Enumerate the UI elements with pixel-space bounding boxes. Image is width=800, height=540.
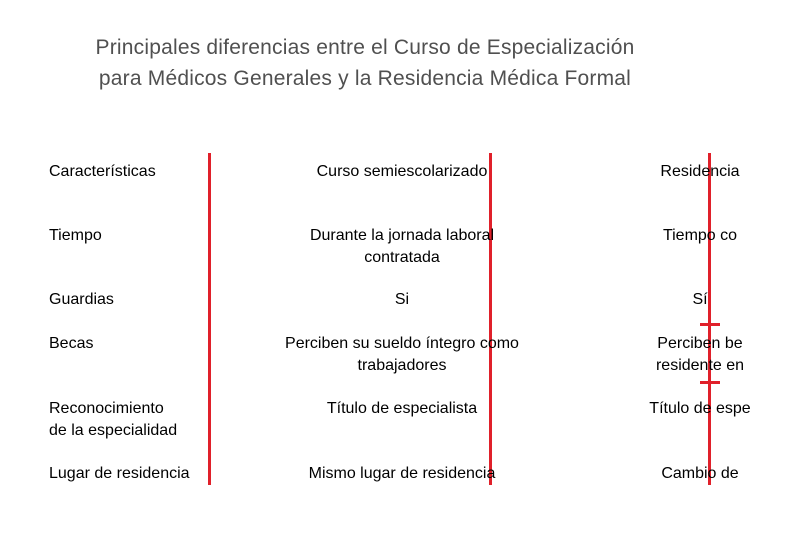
row-reconocimiento-residencia bbox=[600, 398, 800, 420]
table-divider-3 bbox=[708, 153, 711, 485]
header-curso: Curso semiescolarizado bbox=[316, 163, 488, 180]
cell-line: Tiempo bbox=[49, 227, 102, 244]
cell-line: de la especialidad bbox=[49, 422, 178, 439]
cell-line: Título de espe bbox=[649, 400, 751, 417]
slide-title-line-2: para Médicos Generales y la Residencia Médica Formal bbox=[98, 67, 632, 90]
cell-line: contratada bbox=[364, 249, 440, 266]
table-divider-2 bbox=[489, 153, 492, 485]
cell-line: Perciben su sueldo íntegro como bbox=[285, 335, 519, 352]
row-lugar-curso bbox=[262, 463, 542, 485]
row-reconocimiento-feature bbox=[49, 398, 209, 442]
header-residencia: Residencia bbox=[660, 163, 740, 180]
cell-line: Lugar de residencia bbox=[49, 465, 190, 482]
row-guardias-residencia bbox=[600, 289, 800, 311]
cell-line: Mismo lugar de residencia bbox=[308, 465, 496, 482]
row-divider-becas bbox=[700, 323, 720, 326]
row-lugar-feature bbox=[49, 463, 209, 485]
row-tiempo-curso bbox=[262, 225, 542, 269]
row-reconocimiento-curso bbox=[262, 398, 542, 420]
row-divider-reconocimiento bbox=[700, 381, 720, 384]
cell-line: Sí bbox=[692, 291, 708, 308]
cell-line: Becas bbox=[49, 335, 94, 352]
cell-line: Perciben be bbox=[657, 335, 743, 352]
cell-line: Durante la jornada laboral bbox=[309, 227, 495, 244]
slide-title-line-1: Principales diferencias entre el Curso de Especialización bbox=[95, 36, 635, 59]
row-becas-residencia bbox=[600, 333, 800, 377]
row-becas-feature bbox=[49, 333, 209, 355]
slide-title bbox=[0, 32, 730, 94]
cell-line: Tiempo co bbox=[662, 227, 738, 244]
cell-line: Si bbox=[394, 291, 410, 308]
cell-line: Cambio de bbox=[661, 465, 739, 482]
row-guardias-curso bbox=[262, 289, 542, 311]
cell-line: Reconocimiento bbox=[49, 400, 164, 417]
cell-line: Guardias bbox=[49, 291, 114, 308]
row-guardias-feature bbox=[49, 289, 209, 311]
cell-line: trabajadores bbox=[357, 357, 447, 374]
row-tiempo-residencia bbox=[600, 225, 800, 247]
row-tiempo-feature bbox=[49, 225, 209, 247]
row-becas-curso bbox=[262, 333, 542, 377]
header-caracteristicas: Características bbox=[49, 163, 156, 180]
row-lugar-residencia bbox=[600, 463, 800, 485]
cell-line: residente en bbox=[655, 357, 745, 374]
cell-line: Título de especialista bbox=[326, 400, 478, 417]
